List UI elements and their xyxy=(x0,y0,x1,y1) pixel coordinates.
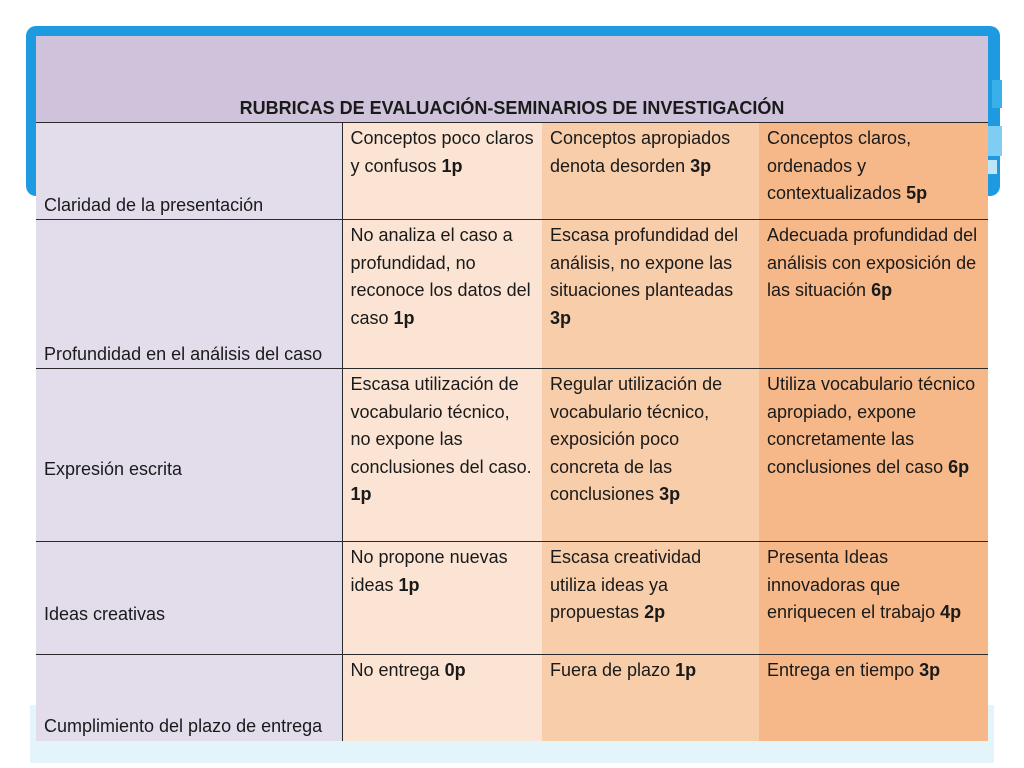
level-1-cell: No entrega 0p xyxy=(342,655,542,741)
criterion-cell: Claridad de la presentación xyxy=(36,123,342,220)
level-2-cell: Conceptos apropiados denota desorden 3p xyxy=(542,123,759,220)
level-3-cell: Utiliza vocabulario técnico apropiado, expone concretamente las conclusiones del caso 6p xyxy=(759,369,988,542)
level-2-cell: Escasa creatividad utiliza ideas ya propuestas 2p xyxy=(542,542,759,655)
points: 5p xyxy=(906,183,928,203)
table-row xyxy=(36,220,988,369)
table-title: RUBRICAS DE EVALUACIÓN-SEMINARIOS DE INVESTIGACIÓN xyxy=(36,36,988,123)
table-row xyxy=(36,542,988,655)
points: 1p xyxy=(398,574,420,595)
level-3-cell: Adecuada profundidad del análisis con exposición de las situación 6p xyxy=(759,220,988,369)
decorative-bar xyxy=(988,126,1002,156)
points: 1p xyxy=(441,155,463,176)
points: 1p xyxy=(675,660,697,680)
table-row xyxy=(36,655,988,741)
level-1-cell: No analiza el caso a profundidad, no reconoce los datos del caso 1p xyxy=(342,220,542,369)
table-title-row xyxy=(36,36,988,123)
points: 2p xyxy=(644,602,666,622)
criterion-cell: Ideas creativas xyxy=(36,542,342,655)
points: 1p xyxy=(393,307,415,328)
level-1-cell: Conceptos poco claros y confusos 1p xyxy=(342,123,542,220)
level-2-cell: Regular utilización de vocabulario técnico, exposición poco concreta de las conclusiones 3p xyxy=(542,369,759,542)
points: 3p xyxy=(550,307,572,328)
points: 4p xyxy=(940,602,962,622)
points: 3p xyxy=(690,155,712,176)
points: 6p xyxy=(948,456,970,477)
points: 6p xyxy=(871,280,893,300)
criterion-cell: Profundidad en el análisis del caso xyxy=(36,220,342,369)
points: 3p xyxy=(659,484,681,504)
level-3-cell: Conceptos claros, ordenados y contextualizados 5p xyxy=(759,123,988,220)
level-3-cell: Presenta Ideas innovadoras que enriquecen el trabajo 4p xyxy=(759,542,988,655)
points: 3p xyxy=(919,660,941,680)
level-1-cell: Escasa utilización de vocabulario técnico, no expone las conclusiones del caso. 1p xyxy=(342,369,542,542)
criterion-cell: Cumplimiento del plazo de entrega xyxy=(36,655,342,741)
rubric-table xyxy=(36,36,988,741)
table-row xyxy=(36,369,988,542)
level-2-cell: Fuera de plazo 1p xyxy=(542,655,759,741)
table-row xyxy=(36,123,988,220)
criterion-cell: Expresión escrita xyxy=(36,369,342,542)
level-3-cell: Entrega en tiempo 3p xyxy=(759,655,988,741)
level-2-cell: Escasa profundidad del análisis, no expone las situaciones planteadas 3p xyxy=(542,220,759,369)
level-1-cell: No propone nuevas ideas 1p xyxy=(342,542,542,655)
decorative-bar xyxy=(992,80,1002,108)
points: 0p xyxy=(444,660,466,680)
points: 1p xyxy=(350,484,372,504)
